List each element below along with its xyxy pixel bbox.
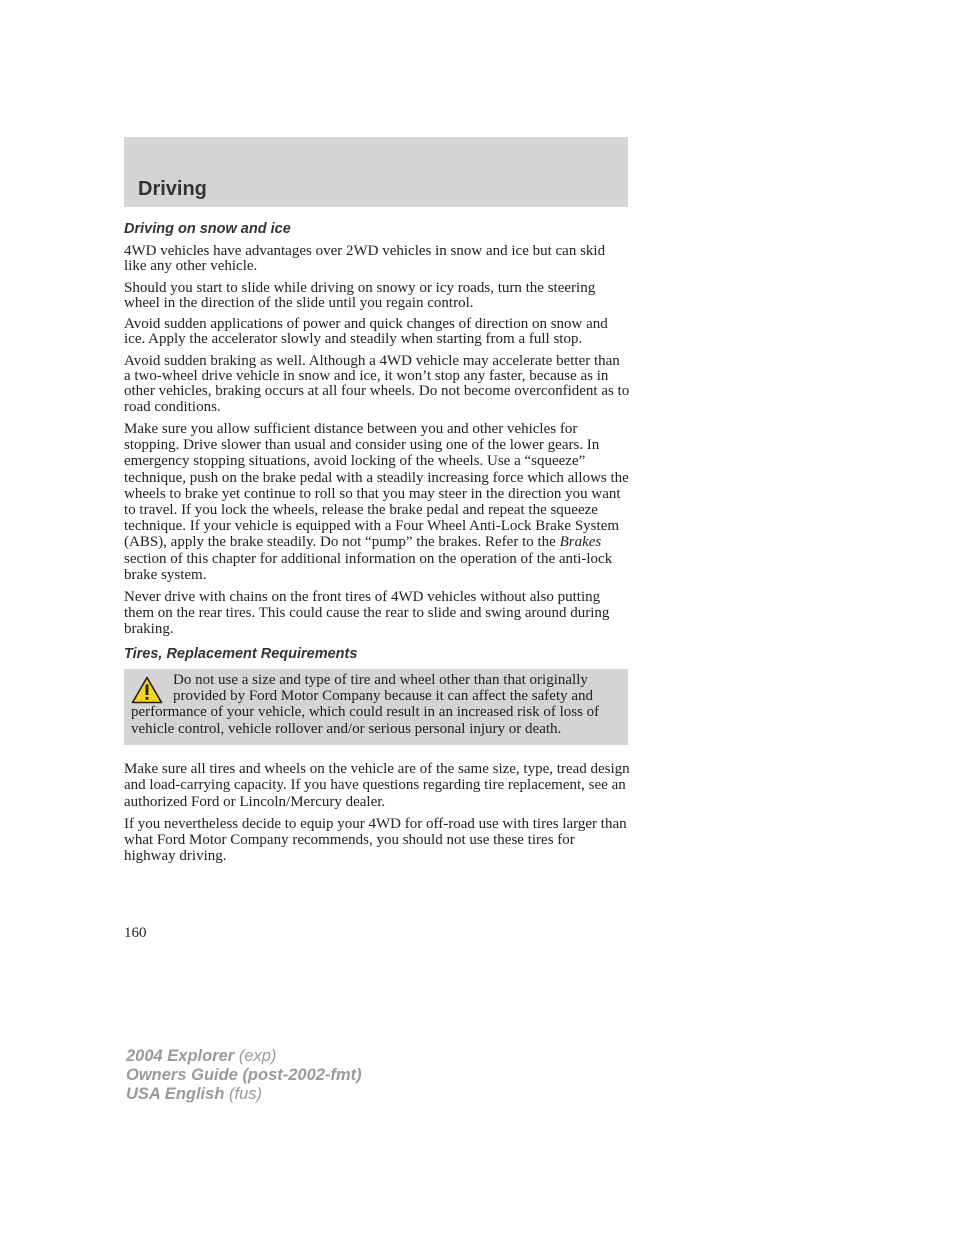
braking-paragraph — [124, 421, 630, 583]
document-footer — [126, 1047, 362, 1104]
brakes-section-reference: Brakes — [559, 534, 602, 551]
paragraph: 4WD vehicles have advantages over 2WD vehicles in snow and ice but can skid like any other vehicle. — [124, 243, 606, 275]
section-title: Driving — [138, 178, 207, 200]
footer-line-1: 2004 Explorer (exp) — [126, 1047, 277, 1065]
section-header-band — [124, 137, 628, 207]
page-content — [124, 221, 630, 870]
subheading-snow-ice: Driving on snow and ice — [124, 221, 291, 237]
paragraph: If you nevertheless decide to equip your 4WD for off-road use with tires larger than what Ford Motor Company recommends, you should not use these tires for highway driving. — [124, 815, 627, 865]
braking-text-after: section of this chapter for additional information on the operation of the anti-lock brake system. — [124, 550, 613, 583]
footer-line-2: Owners Guide (post-2002-fmt) — [126, 1066, 362, 1084]
footer-line-3: USA English (fus) — [126, 1085, 262, 1103]
subheading-tires: Tires, Replacement Requirements — [124, 645, 358, 662]
warning-text: Do not use a size and type of tire and wheel other than that originally provided by Ford Motor Company because it can affect the safety and performance of your vehicle, which could result in an increased risk of loss of vehicle control, vehicle rollover and/or serious personal injury or death. — [131, 671, 600, 737]
paragraph: Make sure all tires and wheels on the vehicle are of the same size, type, tread design and load-carrying capacity. If you have questions regarding tire replacement, see an authorized Ford or Lincoln/Mercury dealer. — [124, 761, 630, 810]
chains-paragraph: Never drive with chains on the front tires of 4WD vehicles without also putting them on the rear tires. This could cause the rear to slide and swing around during braking. — [124, 589, 610, 638]
paragraph: Should you start to slide while driving on snowy or icy roads, turn the steering wheel in the direction of the slide until you regain control. — [124, 279, 596, 311]
warning-triangle-icon — [131, 676, 163, 704]
paragraph: Avoid sudden braking as well. Although a 4WD vehicle may accelerate better than a two-wheel drive vehicle in snow and ice, it won’t stop any faster, because as in other vehicles, braking occurs at all four wheels. Do not become overconfident as to road conditions. — [124, 352, 630, 415]
braking-text-before: Make sure you allow sufficient distance between you and other vehicles for stopping. Drive slower than usual and consider using one of the lower gears. In emergency stopping situations, avoid locking of the wheels. Use a “squeeze” technique, push on the brake pedal with a steadily increasing force which allows the wheels to brake yet continue to roll so that you may steer in the direction you want to travel. If you lock the wheels, release the brake pedal and repeat the squeeze technique. If your vehicle is equipped with a Four Wheel Anti-Lock Brake System (ABS), apply the brake steadily. Do not “pump” the brakes. Refer to the — [124, 420, 629, 551]
warning-box — [124, 669, 628, 746]
page-number: 160 — [124, 925, 147, 941]
paragraph: Avoid sudden applications of power and quick changes of direction on snow and ice. Apply the accelerator slowly and steadily when starting from a full stop. — [124, 316, 608, 348]
